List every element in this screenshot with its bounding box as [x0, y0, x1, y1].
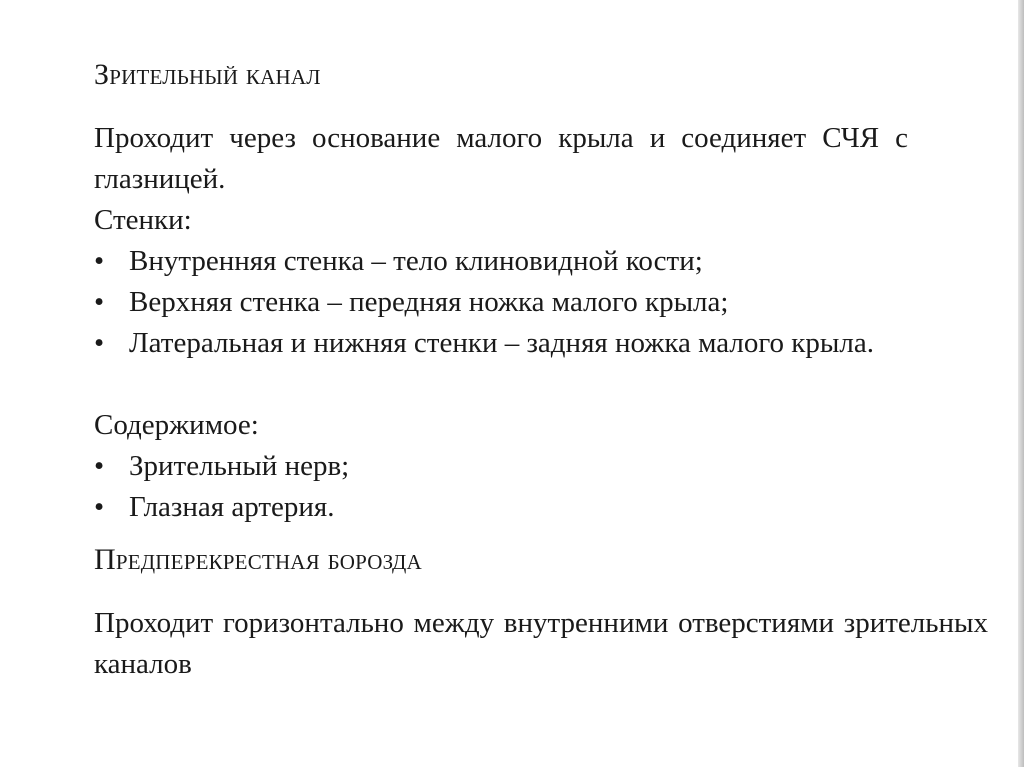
- slide-edge-shadow: [1018, 0, 1024, 767]
- bullet-icon: •: [94, 491, 105, 523]
- contents-label: Содержимое:: [94, 409, 259, 441]
- section-title-optic-canal: Зрительный канал: [94, 58, 321, 91]
- list-item: [94, 323, 919, 364]
- bullet-icon: •: [94, 286, 105, 318]
- prechiasmatic-sulcus-text: Проходит горизонтально между внутренними отверстиями зрительных каналов: [94, 607, 988, 680]
- walls-label: Стенки:: [94, 204, 192, 236]
- list-item: [94, 446, 349, 487]
- bullet-icon: •: [94, 245, 105, 277]
- content-text: Глазная артерия.: [129, 491, 335, 523]
- list-item: [94, 282, 919, 323]
- walls-list: [94, 241, 919, 364]
- wall-text: Верхняя стенка – передняя ножка малого крыла;: [129, 286, 729, 318]
- optic-canal-intro: Проходит через основание малого крыла и соединяет СЧЯ с глазницей.: [94, 122, 908, 195]
- section-title-prechiasmatic-sulcus: Предперекрестная борозда: [94, 543, 422, 576]
- contents-list: [94, 446, 349, 528]
- list-item: [94, 241, 919, 282]
- wall-text: Латеральная и нижняя стенки – задняя ножка малого крыла.: [129, 327, 874, 359]
- list-item: [94, 487, 349, 528]
- content-text: Зрительный нерв;: [129, 450, 350, 482]
- bullet-icon: •: [94, 327, 105, 359]
- bullet-icon: •: [94, 450, 105, 482]
- wall-text: Внутренняя стенка – тело клиновидной кости;: [129, 245, 703, 277]
